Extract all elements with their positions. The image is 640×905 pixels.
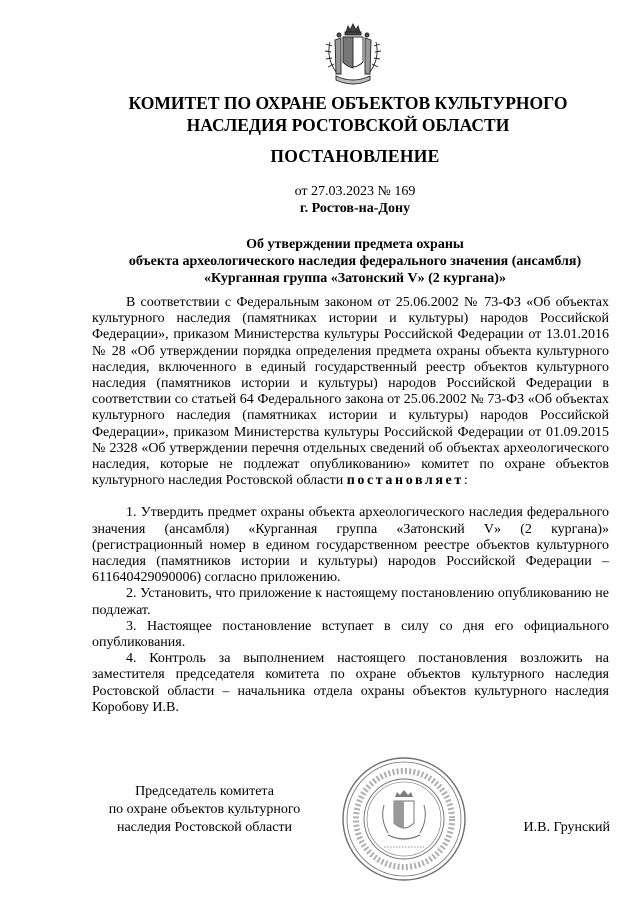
seal-icon (340, 755, 468, 883)
signatory-position-line2: по охране объектов культурного (108, 802, 301, 817)
decree-tail: : (463, 473, 468, 489)
date-number: от 27.03.2023 № 169 (294, 184, 416, 199)
document-type: ПОСТАНОВЛЕНИЕ (270, 146, 440, 166)
preamble-text: В соответствии с Федеральным законом от 25.06.2002 № 73-ФЗ «Об объектах культурного наследия (памятниках истории и культуры) народов Российской Федерации», приказом Министерства культуры Российской Федерации от 13.01.2016 № 28 «Об утверждении порядка определения предмета охраны объекта культурного наследия, включенного в единый государственный реестр объектов культурного наследия (памятников истории и культуры) народов Российской Федерации в соответствии со статьей 64 Федерального закона от 25.06.2002 № 73-ФЗ «Об объектах культурного наследия (памятниках истории и культуры) народов Российской Федерации», приказом Министерства культуры Российской Федерации от 01.09.2015 № 2328 «Об утверждении перечня отдельных сведений об объектах археологического наследия, которые не подлежат опубликованию» комитет по охране объектов культурного наследия Ростовской области (92, 295, 609, 489)
document-title (100, 236, 610, 287)
list-item: 1. Утвердить предмет охраны объекта археологического наследия федерального значения (ансамбля) «Курганная группа «Затонский V» (2 кургана)» (регистрационный номер в едином государственном реестре объектов культурного наследия (памятников истории и культуры) народов Российской Федерации – 611640429090006) согласно приложению. (92, 505, 609, 586)
title-line1: Об утверждении предмета охраны (246, 237, 464, 252)
document-body (92, 295, 609, 716)
preamble-paragraph (92, 295, 609, 489)
coat-of-arms-icon (322, 22, 384, 90)
signatory-position-line3: наследия Ростовской области (116, 820, 293, 835)
list-item: 2. Установить, что приложение к настоящему постановлению опубликованию не подлежат. (92, 586, 609, 618)
title-line3: «Курганная группа «Затонский V» (2 кургана)» (204, 271, 506, 286)
list-item: 3. Настоящее постановление вступает в силу со дня его официального опубликования. (92, 618, 609, 651)
decree-word: постановляет (346, 473, 464, 489)
committee-name-line2: НАСЛЕДИЯ РОСТОВСКОЙ ОБЛАСТИ (186, 115, 510, 135)
committee-name (0, 92, 640, 136)
list-item: 4. Контроль за выполнением настоящего постановления возложить на заместителя председателя комитета по охране объектов культурного наследия Ростовской области – начальника отдела охраны объектов культурного наследия Коробову И.В. (92, 651, 609, 715)
signatory-position-line1: Председатель комитета (135, 784, 274, 799)
signatory-name: И.В. Грунский (523, 820, 610, 835)
title-line2: объекта археологического наследия федерального значения (ансамбля) (128, 254, 582, 269)
signatory-position (92, 783, 317, 837)
committee-name-line1: КОМИТЕТ ПО ОХРАНЕ ОБЪЕКТОВ КУЛЬТУРНОГО (128, 93, 568, 113)
city: г. Ростов-на-Дону (299, 201, 411, 216)
